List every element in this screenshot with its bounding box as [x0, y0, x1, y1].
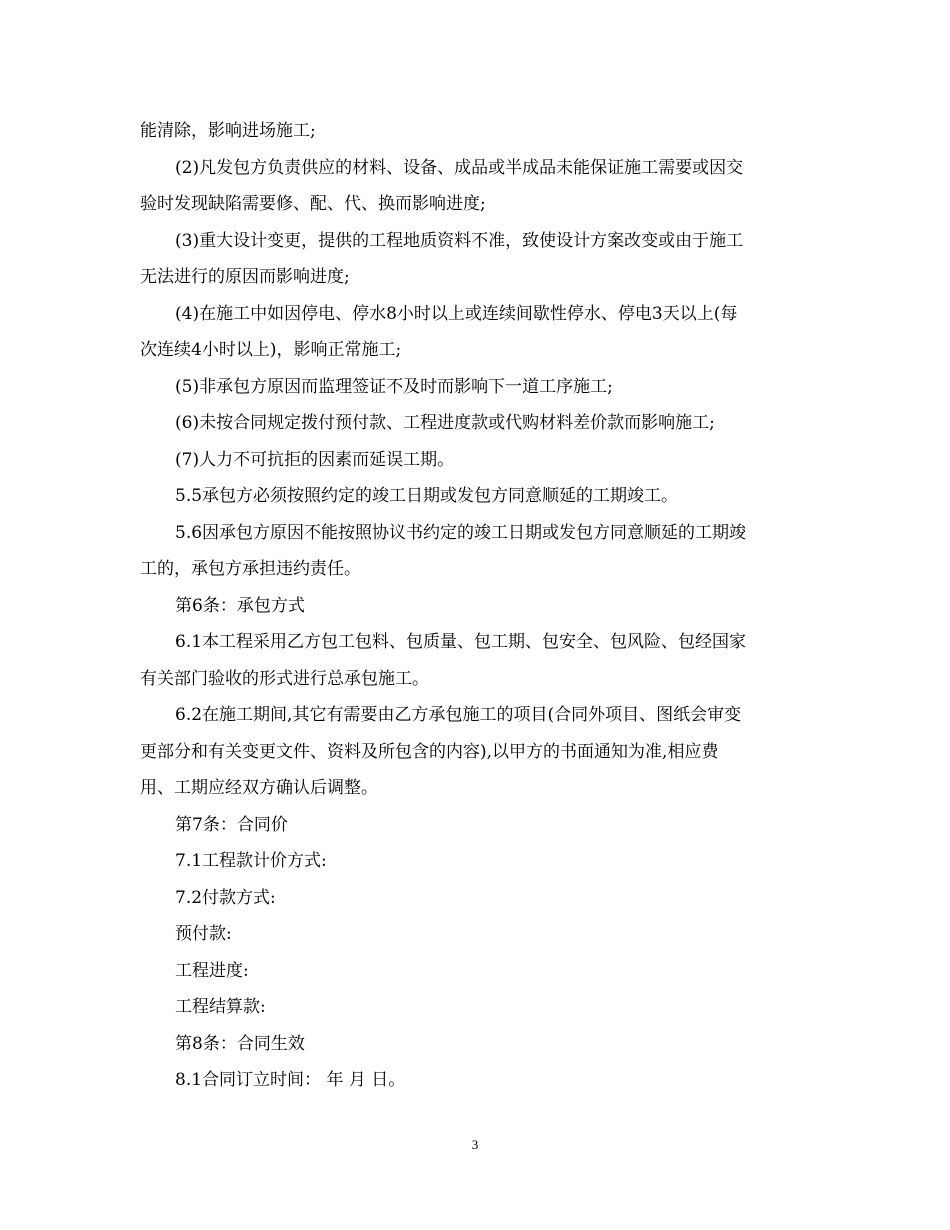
text-line-8: (5)非承包方原因而监理签证不及时而影响下一道工序施工;	[175, 376, 613, 397]
section-heading-6: 第6条：承包方式	[175, 595, 305, 616]
text-line-13: 工的，承包方承担违约责任。	[140, 559, 361, 579]
section-heading-8: 第8条：合同生效	[175, 1033, 305, 1054]
text-line-25: 工程结算款:	[175, 997, 266, 1017]
text-line-6: (4)在施工中如因停电、停水8小时以上或连续间歇性停水、停电3天以上(每	[175, 303, 738, 324]
text-line-18: 更部分和有关变更文件、资料及所包含的内容),以甲方的书面通知为准,相应费	[140, 741, 719, 762]
text-line-10: (7)人力不可抗拒的因素而延误工期。	[175, 449, 455, 470]
text-line-7: 次连续4小时以上)，影响正常施工;	[140, 340, 402, 360]
text-line-5: 无法进行的原因而影响进度;	[140, 267, 350, 287]
text-line-3: 验时发现缺陷需要修、配、代、换而影响进度;	[140, 194, 486, 214]
text-line-1: 能清除，影响进场施工;	[140, 121, 316, 141]
text-line-22: 7.2付款方式:	[175, 887, 276, 908]
text-line-17: 6.2在施工期间,其它有需要由乙方承包施工的项目(合同外项目、图纸会审变	[175, 705, 742, 725]
text-line-11: 5.5承包方必须按照约定的竣工日期或发包方同意顺延的工期竣工。	[175, 486, 679, 506]
section-heading-7: 第7条：合同价	[175, 814, 288, 835]
text-line-16: 有关部门验收的形式进行总承包施工。	[140, 668, 429, 689]
text-line-12: 5.6因承包方原因不能按照协议书约定的竣工日期或发包方同意顺延的工期竣	[175, 522, 747, 543]
text-line-23: 预付款:	[175, 924, 232, 944]
text-line-19: 用、工期应经双方确认后调整。	[140, 778, 378, 798]
document-body	[140, 113, 812, 1099]
text-line-15: 6.1本工程采用乙方包工包料、包质量、包工期、包安全、包风险、包经国家	[175, 632, 747, 652]
text-line-27: 8.1合同订立时间： 年 月 日。	[175, 1070, 406, 1090]
text-line-4: (3)重大设计变更，提供的工程地质资料不准，致使设计方案改变或由于施工	[175, 230, 744, 251]
text-line-9: (6)未按合同规定拨付预付款、工程进度款或代购材料差价款而影响施工;	[175, 413, 715, 433]
text-line-2: (2)凡发包方负责供应的材料、设备、成品或半成品未能保证施工需要或因交	[175, 157, 744, 178]
text-line-21: 7.1工程款计价方式:	[175, 851, 327, 871]
page-number: 3	[471, 1137, 479, 1152]
text-line-24: 工程进度:	[175, 960, 249, 981]
